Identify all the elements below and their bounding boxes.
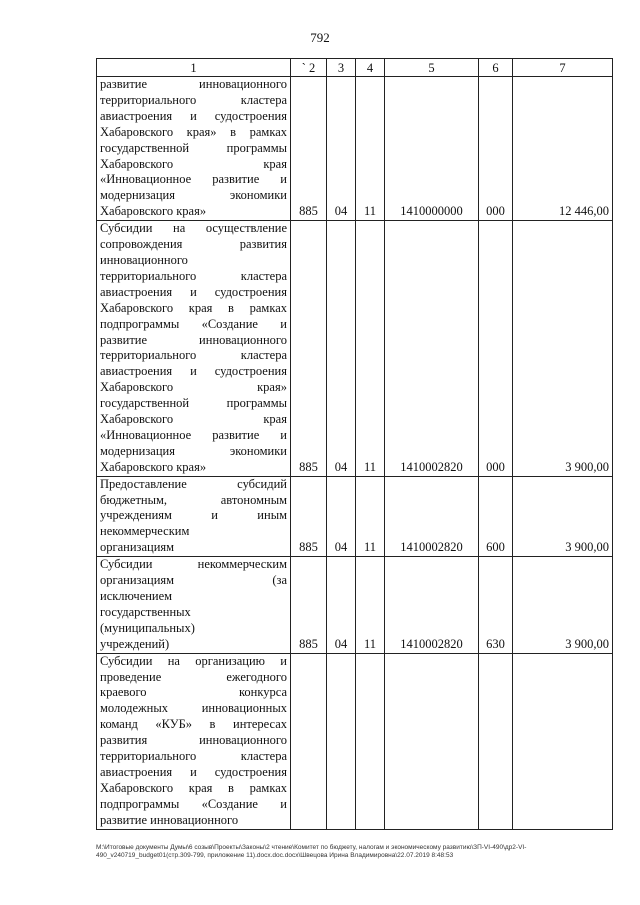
- row-cell-c5: 1410002820: [385, 476, 479, 557]
- row-name-line: территориального кластера: [100, 268, 287, 283]
- row-cell-c2: 885: [291, 77, 327, 221]
- row-name-line: Субсидии некоммерческим: [100, 557, 287, 572]
- row-name-line: бюджетным, автономным: [100, 492, 287, 507]
- header-col-1: 1: [97, 59, 291, 77]
- row-cell-c6: 600: [479, 476, 513, 557]
- row-name-line: сопровождения развития: [100, 237, 287, 252]
- row-name-line: государственных: [100, 604, 191, 619]
- table-row: [97, 557, 613, 653]
- row-cell-c6: 630: [479, 557, 513, 653]
- header-col-2: ` 2: [291, 59, 327, 77]
- row-name-line: некоммерческим: [100, 524, 190, 539]
- row-cell-c4: 11: [356, 221, 385, 477]
- row-cell-c7: 3 900,00: [513, 557, 613, 653]
- row-name-cell: [97, 476, 291, 557]
- table-row: [97, 77, 613, 221]
- row-name-line: территориального кластера: [100, 749, 287, 764]
- row-cell-c4: [356, 653, 385, 829]
- header-col-6: 6: [479, 59, 513, 77]
- row-name-line: подпрограммы «Создание и: [100, 316, 287, 331]
- header-col-4: 4: [356, 59, 385, 77]
- row-cell-c5: 1410002820: [385, 221, 479, 477]
- row-name-cell: [97, 557, 291, 653]
- row-name-line: Хабаровского края в рамках: [100, 780, 287, 795]
- budget-table: [96, 58, 613, 830]
- row-name-line: модернизация экономики: [100, 443, 287, 458]
- row-name-line: развитие инновационного: [100, 332, 287, 347]
- row-name-cell: [97, 221, 291, 477]
- row-name-line: проведение ежегодного: [100, 669, 287, 684]
- row-name-line: Хабаровского края: [100, 156, 287, 171]
- row-cell-c2: [291, 653, 327, 829]
- row-name-cell: [97, 77, 291, 221]
- row-name-line: территориального кластера: [100, 348, 287, 363]
- row-name-line: Хабаровского края в рамках: [100, 300, 287, 315]
- row-name-line: авиастроения и судостроения: [100, 284, 287, 299]
- row-cell-c4: 11: [356, 77, 385, 221]
- row-cell-c6: [479, 653, 513, 829]
- row-cell-c3: 04: [327, 77, 356, 221]
- row-name-line: «Инновационное развитие и: [100, 172, 287, 187]
- row-cell-c4: 11: [356, 476, 385, 557]
- row-cell-c6: 000: [479, 221, 513, 477]
- row-name-line: авиастроения и судостроения: [100, 764, 287, 779]
- row-name-line: авиастроения и судостроения: [100, 364, 287, 379]
- row-name-line: учреждениям и иным: [100, 508, 287, 523]
- row-cell-c3: 04: [327, 557, 356, 653]
- row-cell-c3: [327, 653, 356, 829]
- row-name-cell: [97, 653, 291, 829]
- header-row: [97, 59, 613, 77]
- row-name-line: подпрограммы «Создание и: [100, 796, 287, 811]
- row-name-line: государственной программы: [100, 396, 287, 411]
- row-name-line: учреждений): [100, 636, 170, 651]
- row-name-line: исключением: [100, 589, 173, 603]
- row-cell-c5: 1410000000: [385, 77, 479, 221]
- row-cell-c2: 885: [291, 557, 327, 653]
- row-name-line: Хабаровского края»: [100, 459, 207, 474]
- row-cell-c6: 000: [479, 77, 513, 221]
- row-name-line: инновационного: [100, 252, 188, 267]
- row-name-line: авиастроения и судостроения: [100, 108, 287, 123]
- row-name-line: развитие инновационного: [100, 77, 287, 91]
- row-name-line: развитие инновационного: [100, 812, 239, 827]
- header-col-3: 3: [327, 59, 356, 77]
- row-name-line: команд «КУБ» в интересах: [100, 717, 287, 732]
- row-cell-c2: 885: [291, 476, 327, 557]
- footer-line-1: М:\Итоговые документы Думы\6 созыв\Проекты\Законы\2 чтение\Комитет по бюджету, налогам и экономическому развитию\ЗП-VI-490\др2-VI-: [96, 844, 527, 851]
- row-name-line: модернизация экономики: [100, 188, 287, 203]
- row-cell-c3: 04: [327, 221, 356, 477]
- row-name-line: государственной программы: [100, 140, 287, 155]
- row-name-line: Хабаровского края» в рамках: [100, 124, 287, 139]
- row-cell-c7: 3 900,00: [513, 476, 613, 557]
- row-name-line: территориального кластера: [100, 92, 287, 107]
- header-col-5: 5: [385, 59, 479, 77]
- row-cell-c7: 3 900,00: [513, 221, 613, 477]
- row-name-line: Предоставление субсидий: [100, 476, 287, 491]
- file-path-footer: [96, 844, 616, 860]
- row-name-line: организациям (за: [100, 573, 287, 588]
- row-cell-c7: [513, 653, 613, 829]
- page-number: 792: [310, 30, 330, 45]
- row-cell-c3: 04: [327, 476, 356, 557]
- table-row: [97, 221, 613, 477]
- row-name-line: (муниципальных): [100, 620, 195, 635]
- table-row: [97, 476, 613, 557]
- row-name-line: молодежных инновационных: [100, 701, 287, 716]
- row-name-line: Хабаровского края»: [100, 380, 287, 395]
- row-name-line: Субсидии на организацию и: [100, 653, 287, 668]
- row-name-line: развития инновационного: [100, 733, 287, 748]
- table-row: [97, 653, 613, 829]
- row-cell-c5: 1410002820: [385, 557, 479, 653]
- row-name-line: организациям: [100, 540, 175, 555]
- footer-line-2: 490_v240719_budget01(стр.309-799, приложение 11).docx.doc.docx\Швецова Ирина Владимировна\22.07.2019 8:48:53: [96, 852, 454, 859]
- header-col-7: 7: [513, 59, 613, 77]
- row-name-line: «Инновационное развитие и: [100, 427, 287, 442]
- row-name-line: Субсидии на осуществление: [100, 221, 287, 236]
- row-name-line: Хабаровского края»: [100, 204, 207, 219]
- row-name-line: Хабаровского края: [100, 412, 287, 427]
- row-cell-c5: [385, 653, 479, 829]
- row-cell-c7: 12 446,00: [513, 77, 613, 221]
- row-name-line: краевого конкурса: [100, 685, 287, 700]
- row-cell-c4: 11: [356, 557, 385, 653]
- row-cell-c2: 885: [291, 221, 327, 477]
